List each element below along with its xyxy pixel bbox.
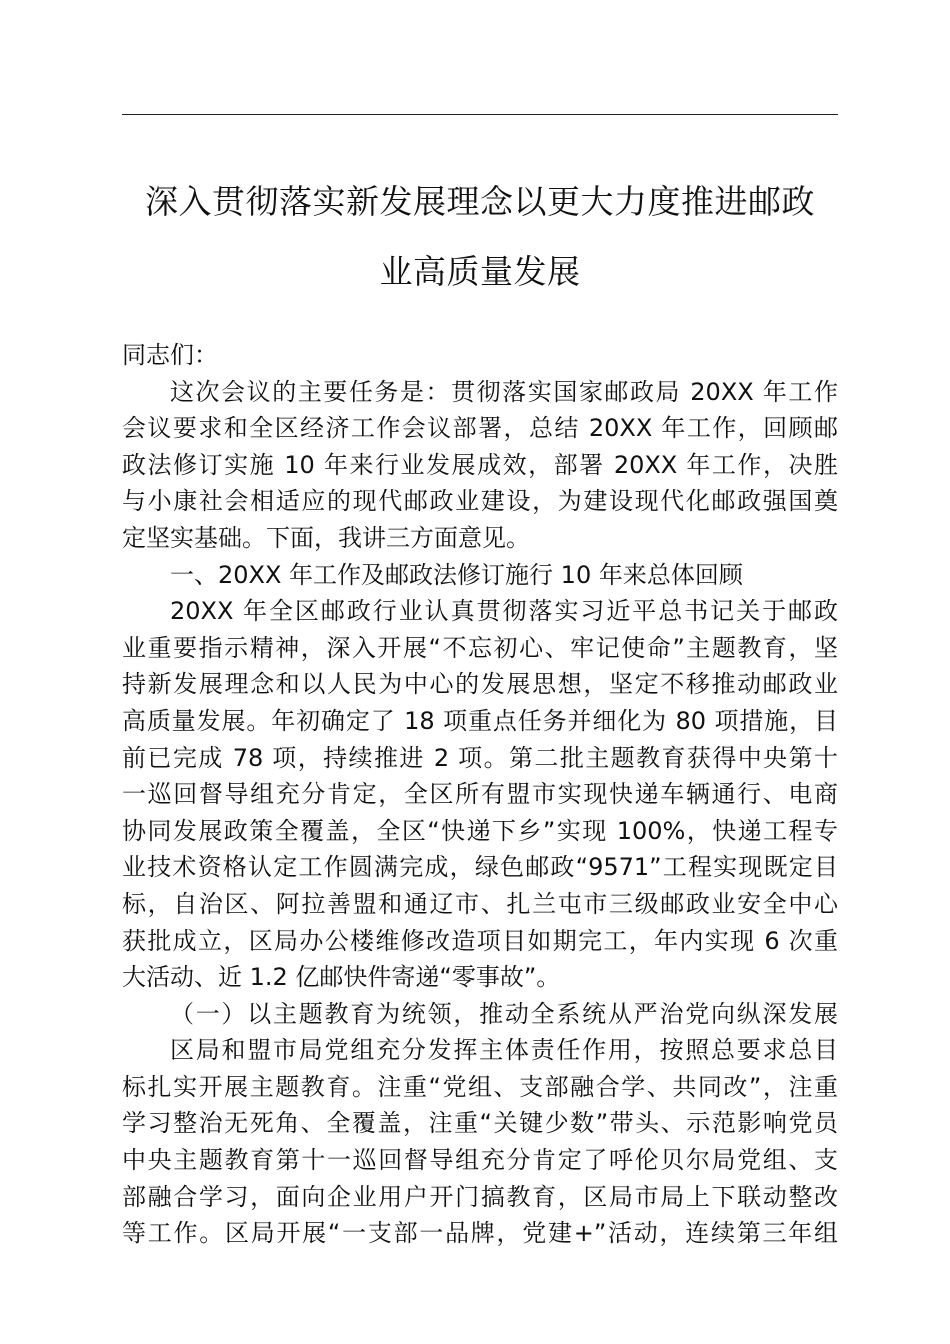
body-text-line: 协同发展政策全覆盖，全区“快递下乡”实现 100%，快递工程专 bbox=[122, 816, 838, 845]
body-text-line: 政法修订实施 10 年来行业发展成效，部署 20XX 年工作，决胜 bbox=[122, 450, 838, 479]
body-text-line: 业重要指示精神，深入开展“不忘初心、牢记使命”主题教育，坚 bbox=[122, 633, 838, 662]
body-text-line: 区局和盟市局党组充分发挥主体责任作用，按照总要求总目 bbox=[170, 1036, 838, 1065]
body-text-line: 20XX 年全区邮政行业认真贯彻落实习近平总书记关于邮政 bbox=[170, 597, 838, 626]
body-text-line: 前已完成 78 项，持续推进 2 项。第二批主题教育获得中央第十 bbox=[122, 743, 838, 772]
body-text-line: 部融合学习，面向企业用户开门搞教育，区局市局上下联动整改 bbox=[122, 1182, 838, 1211]
document-body bbox=[122, 337, 838, 1252]
body-text-line: 学习整治无死角、全覆盖，注重“关键少数”带头、示范影响党员 bbox=[122, 1109, 838, 1138]
body-text-line: （一）以主题教育为统领，推动全系统从严治党向纵深发展 bbox=[170, 999, 838, 1028]
body-text-line: 等工作。区局开展“一支部一品牌，党建+”活动，连续第三年组 bbox=[122, 1219, 838, 1248]
body-text-line: 标，自治区、阿拉善盟和通辽市、扎兰屯市三级邮政业安全中心 bbox=[122, 889, 838, 918]
body-text-line: 持新发展理念和以人民为中心的发展思想，坚定不移推动邮政业 bbox=[122, 670, 838, 699]
body-text-line: 获批成立，区局办公楼维修改造项目如期完工，年内实现 6 次重 bbox=[122, 926, 838, 955]
body-text-line: 大活动、近 1.2 亿邮快件寄递“零事故”。 bbox=[122, 963, 561, 992]
document-title-line-1: 深入贯彻落实新发展理念以更大力度推进邮政 bbox=[145, 182, 815, 221]
body-text-line: 与小康社会相适应的现代邮政业建设，为建设现代化邮政强国奠 bbox=[122, 487, 838, 516]
body-text-line: 高质量发展。年初确定了 18 项重点任务并细化为 80 项措施，目 bbox=[122, 706, 838, 735]
body-text-line: 这次会议的主要任务是：贯彻落实国家邮政局 20XX 年工作 bbox=[170, 377, 838, 406]
body-text-line: 会议要求和全区经济工作会议部署，总结 20XX 年工作，回顾邮 bbox=[122, 414, 838, 443]
header-rule bbox=[122, 114, 838, 115]
body-text-line: 一巡回督导组充分肯定，全区所有盟市实现快递车辆通行、电商 bbox=[122, 780, 838, 809]
body-text-line: 标扎实开展主题教育。注重“党组、支部融合学、共同改”，注重 bbox=[122, 1072, 838, 1101]
document-title-line-2: 业高质量发展 bbox=[379, 252, 581, 291]
body-text-line: 定坚实基础。下面，我讲三方面意见。 bbox=[122, 523, 530, 552]
body-text-line: 业技术资格认定工作圆满完成，绿色邮政“9571”工程实现既定目 bbox=[122, 853, 838, 882]
body-text-line: 中央主题教育第十一巡回督导组充分肯定了呼伦贝尔局党组、支 bbox=[122, 1146, 838, 1175]
body-text-line: 一、20XX 年工作及邮政法修订施行 10 年来总体回顾 bbox=[170, 560, 743, 589]
body-text-line: 同志们： bbox=[122, 341, 218, 369]
